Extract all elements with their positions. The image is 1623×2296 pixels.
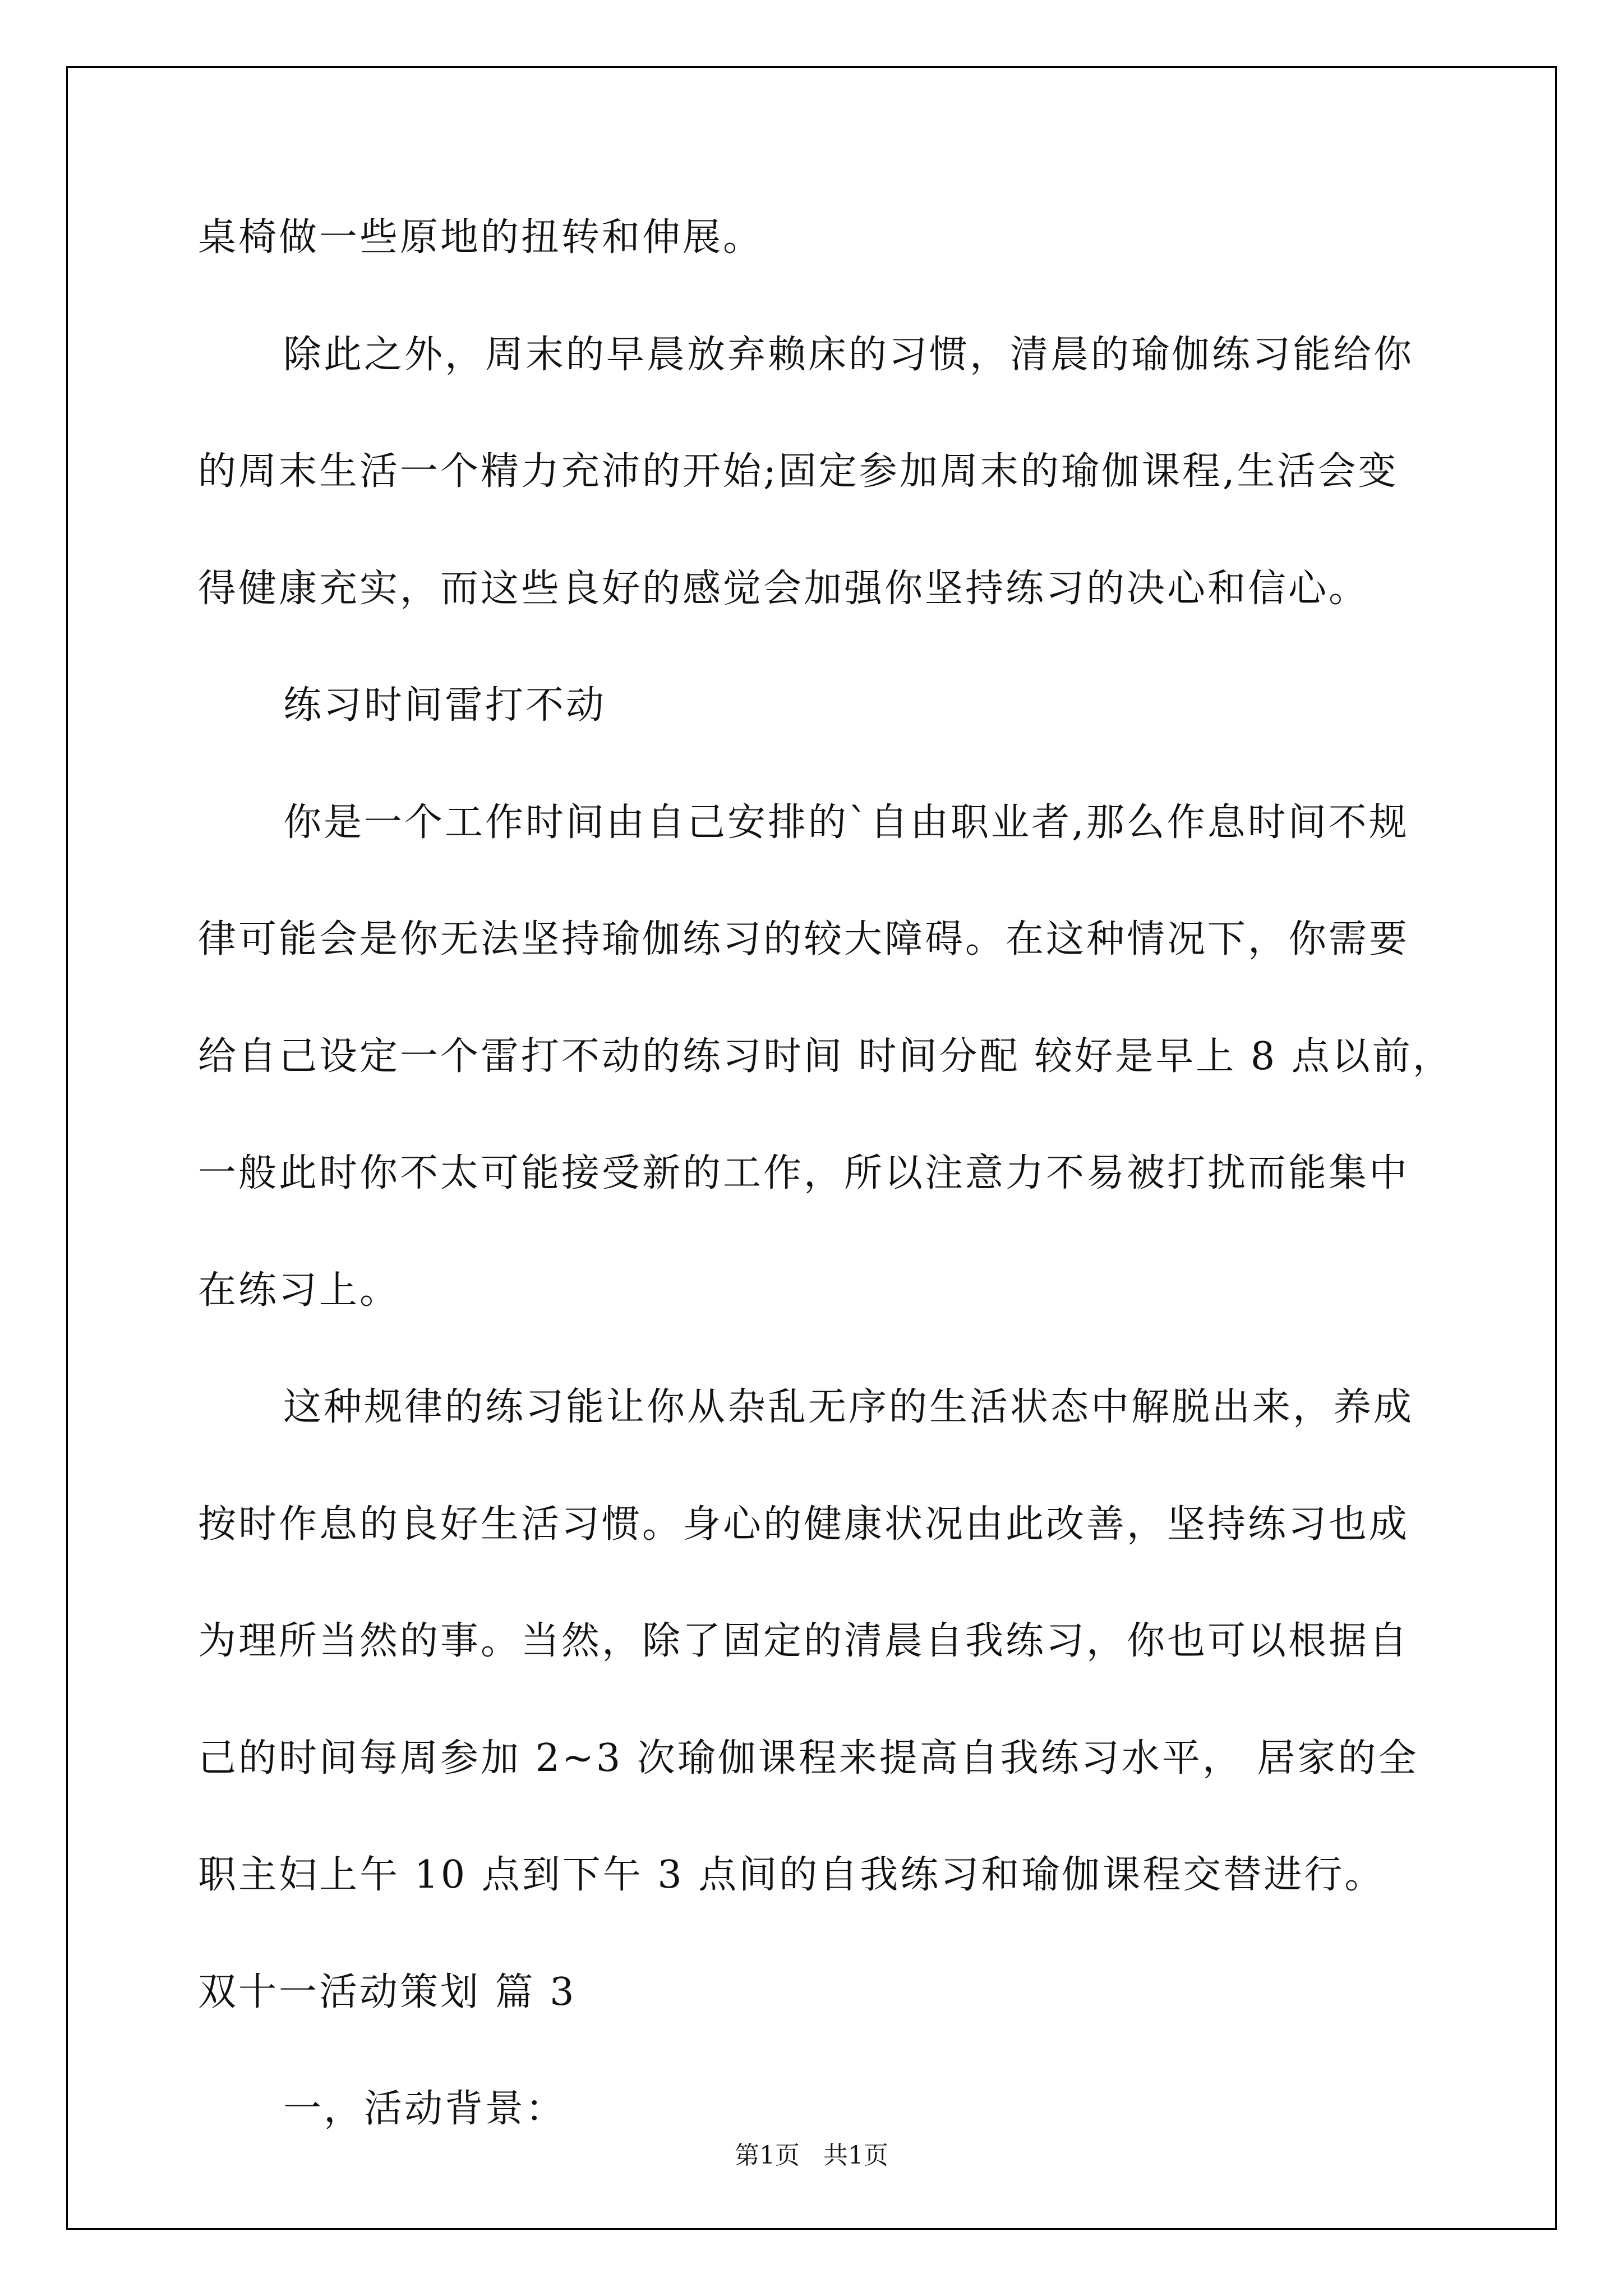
paragraph-start: 除此之外，周末的早晨放弃赖床的习惯，清晨的瑜伽练习能给你 (283, 333, 1414, 377)
paragraph-start: 你是一个工作时间由自己安排的`自由职业者,那么作息时间不规 (283, 800, 1409, 845)
page-border (66, 66, 1557, 2230)
text-line: 律可能会是你无法坚持瑜伽练习的较大障碍。在这种情况下，你需要 (198, 917, 1410, 961)
text-line: 在练习上。 (198, 1268, 400, 1313)
text-line: 按时作息的良好生活习惯。身心的健康状况由此改善，坚持练习也成 (198, 1502, 1410, 1547)
section-heading: 一，活动背景： (283, 2087, 566, 2131)
text-line: 一般此时你不太可能接受新的工作，所以注意力不易被打扰而能集中 (198, 1151, 1410, 1195)
text-line: 的周末生活一个精力充沛的开始;固定参加周末的瑜伽课程,生活会变 (198, 449, 1399, 494)
article-heading: 双十一活动策划 篇 3 (198, 1970, 577, 2014)
page-footer: 第1页 共1页 (735, 2141, 888, 2170)
text-line: 己的时间每周参加 2~3 次瑜伽课程来提高自我练习水平， 居家的全 (198, 1736, 1419, 1780)
text-line: 职主妇上午 10 点到下午 3 点间的自我练习和瑜伽课程交替进行。 (198, 1853, 1385, 1897)
paragraph-start: 这种规律的练习能让你从杂乱无序的生活状态中解脱出来，养成 (283, 1385, 1414, 1429)
text-line: 为理所当然的事。当然，除了固定的清晨自我练习，你也可以根据自 (198, 1619, 1410, 1663)
section-heading: 练习时间雷打不动 (283, 683, 607, 728)
text-line: 桌椅做一些原地的扭转和伸展。 (198, 215, 764, 260)
text-line: 给自己设定一个雷打不动的练习时间 时间分配 较好是早上 8 点以前， (198, 1034, 1453, 1079)
text-line: 得健康充实，而这些良好的感觉会加强你坚持练习的决心和信心。 (198, 567, 1370, 611)
